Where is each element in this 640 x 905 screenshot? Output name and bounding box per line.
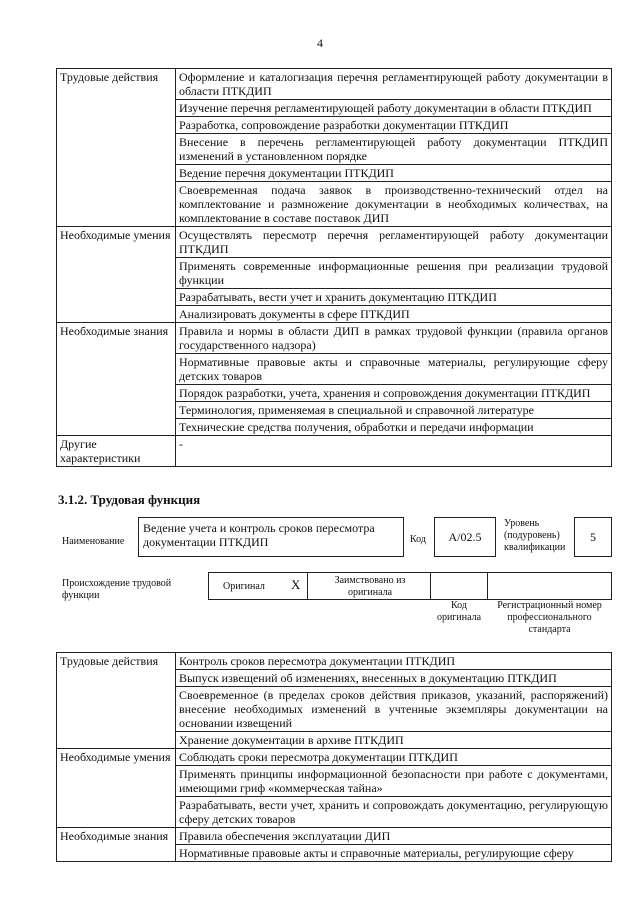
row-item: Осуществлять пересмотр перечня регламентирующей работу документации ПТКДИП [176,227,612,258]
section-title: 3.1.2. Трудовая функция [58,492,201,507]
level-label: Уровень (подуровень) квалификации [504,518,566,553]
page-number: 4 [317,36,323,50]
row-label: Необходимые знания [57,828,176,862]
row-item: Нормативные правовые акты и справочные материалы, регулирующие сферу [176,845,612,862]
borrowed-box [307,572,431,600]
row-item: - [176,436,612,467]
row-item: Выпуск извещений об изменениях, внесенных в документацию ПТКДИП [176,670,612,687]
row-item: Изучение перечня регламентирующей работу документации в области ПТКДИП [176,100,612,117]
row-item: Разрабатывать, вести учет, хранить и сопровождать документацию, регулирующую сферу детских товаров [176,797,612,828]
table-row [57,69,612,100]
row-item: Контроль сроков пересмотра документации ПТКДИП [176,653,612,670]
code-value: A/02.5 [448,530,482,544]
reg-number-label: Регистрационный номер профессионального стандарта [497,600,602,635]
row-item: Ведение перечня документации ПТКДИП [176,165,612,182]
row-label: Необходимые знания [57,323,176,436]
table-row [57,749,612,766]
row-item: Применять принципы информационной безопасности при работе с документами, имеющими гриф «коммерческая тайна» [176,766,612,797]
row-item: Нормативные правовые акты и справочные материалы, регулирующие сферу детских товаров [176,354,612,385]
row-label: Необходимые умения [57,227,176,323]
function-name-value: Ведение учета и контроль сроков пересмотра документации ПТКДИП [143,521,375,549]
row-item: Хранение документации в архиве ПТКДИП [176,732,612,749]
table-row [57,227,612,258]
table-row [57,436,612,467]
name-label: Наименование [62,536,125,547]
labor-function-table-2 [56,652,612,862]
row-item: Соблюдать сроки пересмотра документации ПТКДИП [176,749,612,766]
level-box [574,517,612,557]
function-name-box [138,517,404,557]
row-item: Разрабатывать, вести учет и хранить документацию ПТКДИП [176,289,612,306]
code-label: Код [410,534,426,545]
row-item: Применять современные информационные решения при реализации трудовой функции [176,258,612,289]
level-value: 5 [590,530,596,544]
row-item: Правила и нормы в области ДИП в рамках трудовой функции (правила органов государственного надзора) [176,323,612,354]
row-item: Правила обеспечения эксплуатации ДИП [176,828,612,845]
code-original-box [430,572,488,600]
row-item: Своевременное (в пределах сроков действия приказов, указаний, распоряжений) внесение необходимых изменений в учтенные экземпляры документации на основании извещений [176,687,612,732]
row-item: Внесение в перечень регламентирующей работу документации ПТКДИП изменений в установленном порядке [176,134,612,165]
table-row [57,323,612,354]
borrowed-label: Заимствовано из оригинала [334,575,406,598]
labor-function-table-1 [56,68,612,467]
row-label: Другие характеристики [57,436,176,467]
row-item: Анализировать документы в сфере ПТКДИП [176,306,612,323]
row-item: Оформление и каталогизация перечня регламентирующей работу документации в области ПТКДИП [176,69,612,100]
table-row [57,828,612,845]
original-box [208,572,308,600]
row-label: Необходимые умения [57,749,176,828]
row-item: Разработка, сопровождение разработки документации ПТКДИП [176,117,612,134]
original-mark: X [291,577,301,592]
row-item: Технические средства получения, обработки и передачи информации [176,419,612,436]
reg-number-box [487,572,612,600]
table-row [57,653,612,670]
row-item: Порядок разработки, учета, хранения и сопровождения документации ПТКДИП [176,385,612,402]
row-label: Трудовые действия [57,69,176,227]
row-label: Трудовые действия [57,653,176,749]
row-item: Своевременная подача заявок в производственно-технический отдел на комплектование и размножение документации в необходимых количествах, на комплектование в составе поставок ДИП [176,182,612,227]
code-box [434,517,496,557]
original-label: Оригинал [223,581,265,592]
code-original-label: Код оригинала [436,600,482,623]
origin-label: Происхождение трудовой функции [62,578,172,601]
row-item: Терминология, применяемая в специальной и справочной литературе [176,402,612,419]
